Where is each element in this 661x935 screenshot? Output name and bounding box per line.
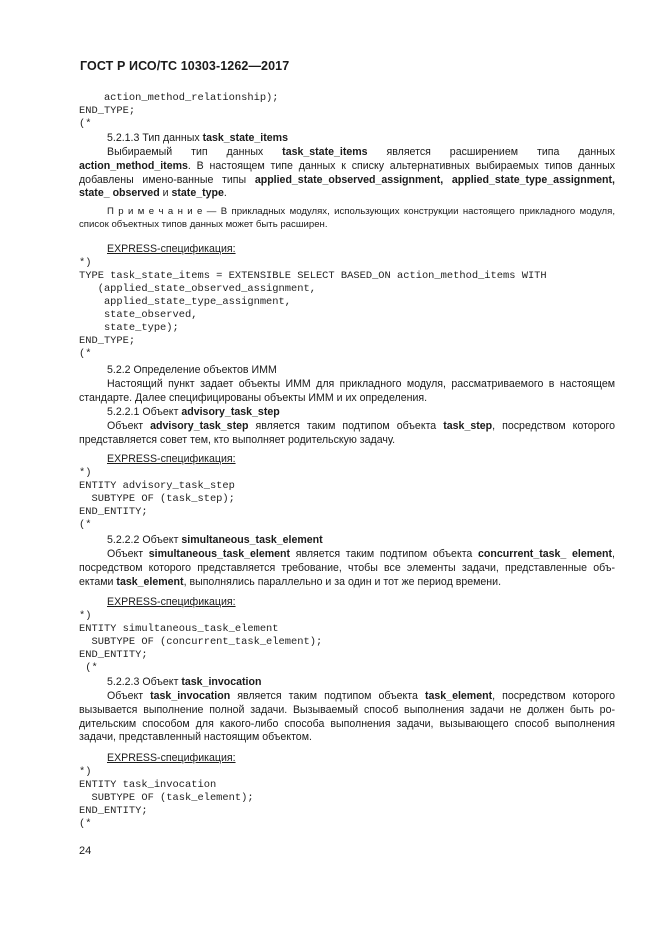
express-spec-label: EXPRESS-спецификация:	[107, 453, 236, 465]
code-line: ENTITY simultaneous_task_element	[79, 623, 279, 635]
code-line: SUBTYPE OF (task_step);	[79, 493, 235, 505]
paragraph-simultaneous-task-element: Объект simultaneous_task_element является таким подтипом объекта concurrent_task_ element, посредством которого представляется требование, чтобы все элементы задачи, представленные объ-ектами task_element, выполнялись параллельно и за один и тот же период времени.	[79, 548, 615, 588]
section-heading-5-2-2-2: 5.2.2.2 Объект simultaneous_task_element	[107, 534, 323, 546]
document-header: ГОСТ Р ИСО/ТС 10303-1262—2017	[80, 59, 290, 73]
code-block-2	[79, 257, 547, 361]
code-line: END_ENTITY;	[79, 506, 148, 518]
code-line: ENTITY advisory_task_step	[79, 480, 235, 492]
code-block-5	[79, 766, 254, 831]
code-block-1	[79, 92, 279, 131]
section-heading-5-2-1-3: 5.2.1.3 Тип данных task_state_items	[107, 132, 288, 144]
code-line: END_ENTITY;	[79, 649, 148, 661]
code-line: applied_state_type_assignment,	[79, 296, 292, 308]
code-line: END_TYPE;	[79, 105, 136, 117]
note-paragraph: П р и м е ч а н и е — В прикладных модулях, использующих конструкции настоящего прикладного модуля, список объектных типов данных может быть расширен.	[79, 206, 616, 230]
code-line: *)	[79, 766, 92, 778]
express-spec-label: EXPRESS-спецификация:	[107, 752, 236, 764]
code-line: *)	[79, 467, 92, 479]
code-line: END_TYPE;	[79, 335, 136, 347]
paragraph-task-invocation: Объект task_invocation является таким подтипом объекта task_element, посредством которого вызывается выполнение полной задачи. Вызываемый способ выполнения задачи не должен быть ро-дительским способом для какого-либо способа выполнения задачи, вызывающего способ выполнения задачи, представленный настоящим объектом.	[79, 690, 615, 744]
express-spec-label: EXPRESS-спецификация:	[107, 596, 236, 608]
code-block-3	[79, 467, 235, 532]
code-line: TYPE task_state_items = EXTENSIBLE SELECT BASED_ON action_method_items WITH	[79, 270, 547, 282]
code-line: state_type);	[79, 322, 179, 334]
paragraph-task-state-items: Выбираемый тип данных task_state_items является расширением типа данных action_method_items. В настоящем типе данных к списку альтернативных выбираемых типов данных добавлены имено-ванные типы applied_state_observed_assignment, applied_state_type_assignment, state_ observed и state_type.	[79, 146, 615, 200]
code-line: (*	[79, 118, 92, 130]
code-line: END_ENTITY;	[79, 805, 148, 817]
code-line: action_method_relationship);	[79, 92, 279, 104]
code-line: (*	[79, 519, 92, 531]
code-line: (*	[79, 818, 92, 830]
page-number: 24	[79, 845, 92, 857]
code-line: (*	[79, 662, 98, 674]
code-line: ENTITY task_invocation	[79, 779, 217, 791]
code-line: (*	[79, 348, 92, 360]
code-line: SUBTYPE OF (task_element);	[79, 792, 254, 804]
express-spec-label: EXPRESS-спецификация:	[107, 243, 236, 255]
paragraph-advisory-task-step: Объект advisory_task_step является таким подтипом объекта task_step, посредством которого представляется совет тем, кто выполняет родительскую задачу.	[79, 420, 615, 446]
code-line: (applied_state_observed_assignment,	[79, 283, 316, 295]
code-line: state_observed,	[79, 309, 198, 321]
code-line: SUBTYPE OF (concurrent_task_element);	[79, 636, 323, 648]
paragraph-imm-objects: Настоящий пункт задает объекты ИММ для прикладного модуля, рассматриваемого в настоящем стандарте. Далее специфицированы объекты ИММ и их определения.	[79, 378, 615, 404]
code-line: *)	[79, 257, 92, 269]
note-label: П р и м е ч а н и е	[107, 206, 203, 217]
code-block-4	[79, 610, 322, 675]
code-line: *)	[79, 610, 92, 622]
section-heading-5-2-2: 5.2.2 Определение объектов ИММ	[107, 364, 277, 376]
section-heading-5-2-2-3: 5.2.2.3 Объект task_invocation	[107, 676, 262, 688]
section-heading-5-2-2-1: 5.2.2.1 Объект advisory_task_step	[107, 406, 280, 418]
